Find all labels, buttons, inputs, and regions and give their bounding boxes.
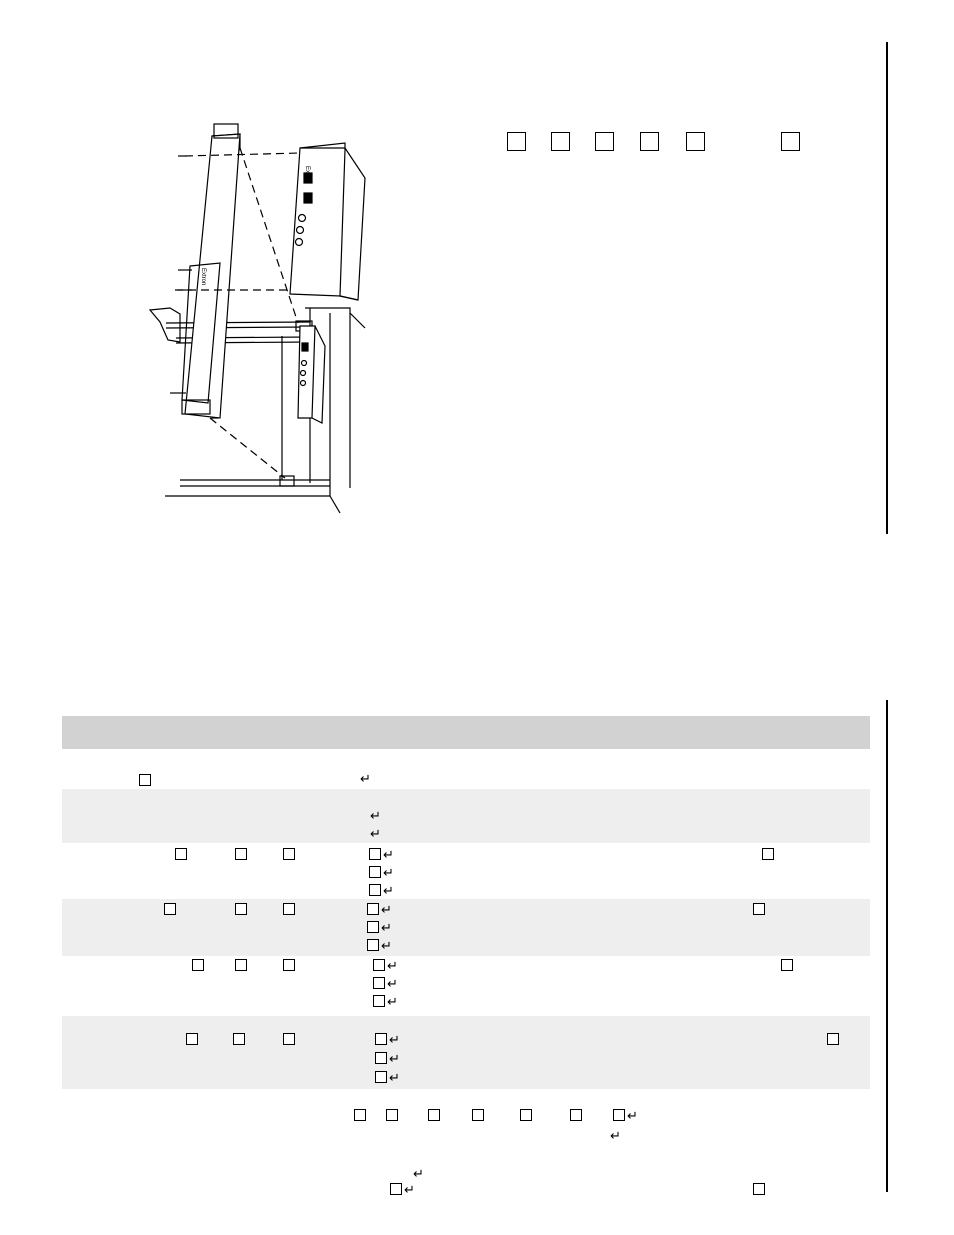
table-row-shaded xyxy=(62,1016,870,1089)
table-key-box xyxy=(375,1071,387,1083)
table-key-box xyxy=(354,1109,366,1121)
table-key-box xyxy=(367,921,379,933)
table-key-box xyxy=(283,959,295,971)
enter-key-icon: ↵ xyxy=(389,1033,400,1048)
table-key-box xyxy=(235,848,247,860)
table-key-box xyxy=(186,1033,198,1045)
table-key-box xyxy=(375,1052,387,1064)
enter-key-icon: ↵ xyxy=(387,959,398,974)
margin-rule-top xyxy=(886,42,888,534)
table-key-box xyxy=(762,848,774,860)
enter-key-icon: ↵ xyxy=(370,809,381,824)
enter-key-icon: ↵ xyxy=(389,1052,400,1067)
faceplate-icon xyxy=(298,326,325,423)
enter-key-icon: ↵ xyxy=(383,866,394,881)
table-key-box xyxy=(753,903,765,915)
table-key-box xyxy=(613,1109,625,1121)
key-box-icon-1 xyxy=(507,132,526,151)
rack-mount-figure xyxy=(140,118,380,518)
enter-key-icon: ↵ xyxy=(381,921,392,936)
key-box-icon-3 xyxy=(595,132,614,151)
key-box-icon-2 xyxy=(551,132,570,151)
table-key-box xyxy=(386,1109,398,1121)
table-key-box xyxy=(570,1109,582,1121)
table-key-box xyxy=(367,903,379,915)
table-key-box xyxy=(369,866,381,878)
table-key-box xyxy=(375,1033,387,1045)
table-key-box xyxy=(520,1109,532,1121)
table-key-box xyxy=(373,995,385,1007)
enter-key-icon: ↵ xyxy=(627,1109,638,1124)
table-row-shaded xyxy=(62,899,870,956)
enter-key-icon: ↵ xyxy=(381,903,392,918)
table-key-box xyxy=(175,848,187,860)
table-key-box xyxy=(781,959,793,971)
table-key-box xyxy=(235,903,247,915)
enter-key-icon: ↵ xyxy=(381,939,392,954)
table-key-box xyxy=(367,939,379,951)
table-key-box xyxy=(283,903,295,915)
table-header xyxy=(62,716,870,749)
table-key-box xyxy=(369,848,381,860)
enter-key-icon: ↵ xyxy=(383,884,394,899)
table-row-shaded xyxy=(62,789,870,843)
table-key-box xyxy=(373,959,385,971)
key-box-icon-6 xyxy=(781,132,800,151)
enter-key-icon: ↵ xyxy=(383,848,394,863)
table-key-box xyxy=(283,1033,295,1045)
enter-key-icon: ↵ xyxy=(370,827,381,842)
table-key-box xyxy=(235,959,247,971)
table-key-box xyxy=(283,848,295,860)
table-key-box xyxy=(192,959,204,971)
enter-key-icon: ↵ xyxy=(610,1129,621,1144)
table-key-box xyxy=(369,884,381,896)
key-box-icon-4 xyxy=(640,132,659,151)
table-key-box xyxy=(164,903,176,915)
enter-key-icon: ↵ xyxy=(389,1071,400,1086)
table-key-box xyxy=(139,774,151,786)
table-key-box xyxy=(827,1033,839,1045)
table-key-box xyxy=(373,977,385,989)
enter-key-icon: ↵ xyxy=(404,1183,415,1198)
key-box-icon-5 xyxy=(686,132,705,151)
table-key-box xyxy=(233,1033,245,1045)
enter-key-icon: ↵ xyxy=(387,995,398,1010)
table-key-box xyxy=(753,1183,765,1195)
margin-rule-bottom xyxy=(886,700,888,1192)
table-key-box xyxy=(390,1183,402,1195)
table-key-box xyxy=(472,1109,484,1121)
figure-label-faceplate: Extron xyxy=(200,268,206,286)
table-key-box xyxy=(428,1109,440,1121)
enter-key-icon: ↵ xyxy=(360,772,371,787)
figure-label-top: Extron xyxy=(304,166,310,184)
device-icon xyxy=(290,143,365,300)
enter-key-icon: ↵ xyxy=(413,1167,424,1182)
enter-key-icon: ↵ xyxy=(387,977,398,992)
